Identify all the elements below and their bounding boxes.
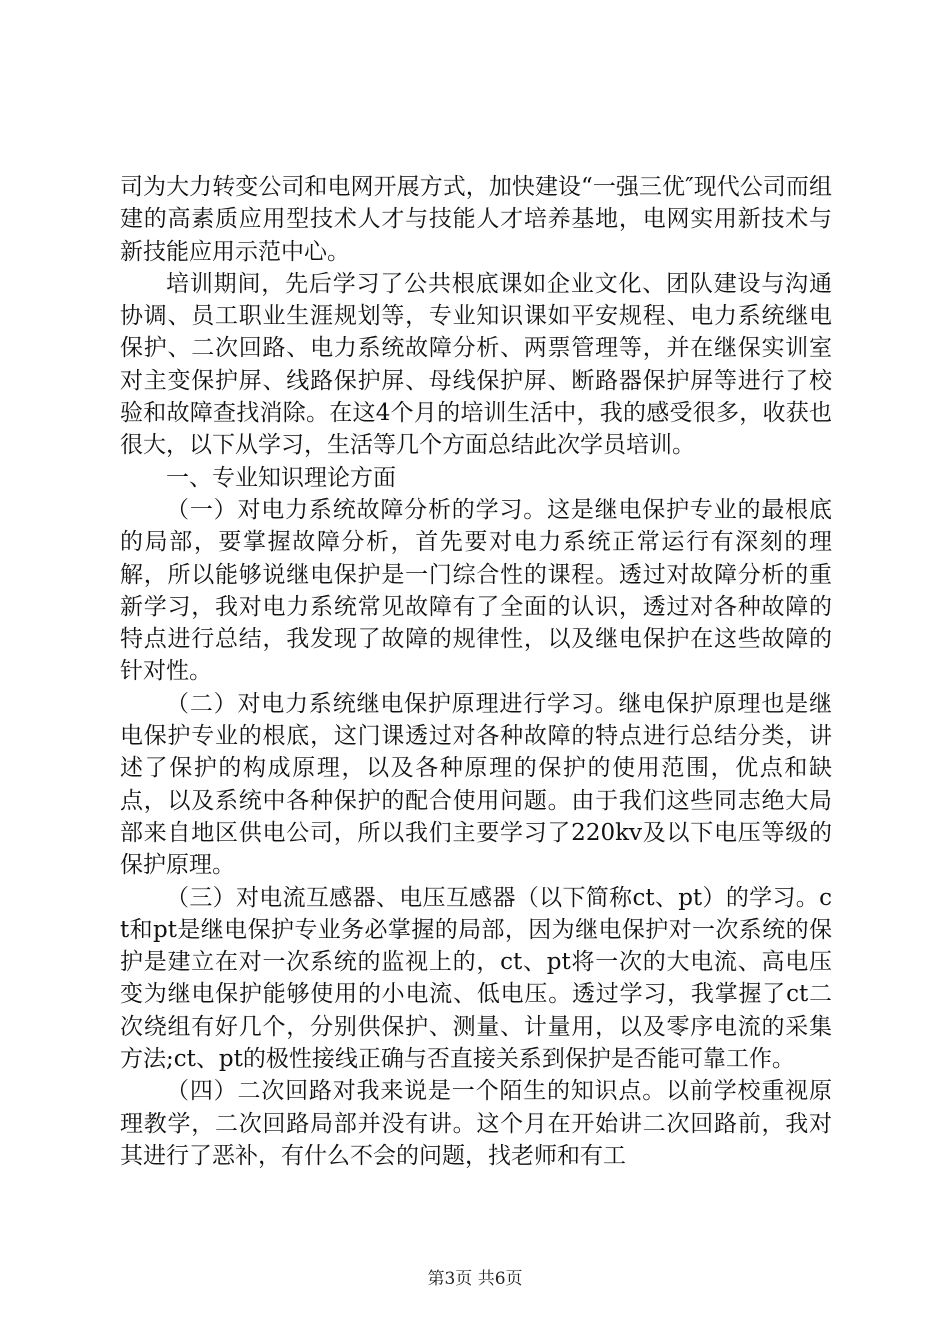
page-number-footer: 第3页 共6页 — [427, 1269, 523, 1289]
paragraph-secondary-circuit: （四）二次回路对我来说是一个陌生的知识点。以前学校重视原理教学，二次回路局部并没有讲。这个月在开始讲二次回路前，我对其进行了恶补，有什么不会的问题，找老师和有工 — [120, 1078, 832, 1169]
paragraph-fault-analysis: （一）对电力系统故障分析的学习。这是继电保护专业的最根底的局部，要掌握故障分析，首先要对电力系统正常运行有深刻的理解，所以能够说继电保护是一门综合性的课程。透过对故障分析的重新学习，我对电力系统常见故障有了全面的认识，透过对各种故障的特点进行总结，我发现了故障的规律性，以及继电保护在这些故障的针对性。 — [120, 496, 832, 685]
document-body — [120, 171, 832, 1172]
paragraph-ct-pt: （三）对电流互感器、电压互感器（以下简称ct、pt）的学习。ct和pt是继电保护专业务必掌握的局部，因为继电保护对一次系统的保护是建立在对一次系统的监视上的，ct、pt将一次的大电流、高电压变为继电保护能够使用的小电流、低电压。透过学习，我掌握了ct二次绕组有好几个，分别供保护、测量、计量用，以及零序电流的采集方法;ct、pt的极性接线正确与否直接关系到保护是否能可靠工作。 — [120, 884, 832, 1073]
paragraph-training-overview: 培训期间，先后学习了公共根底课如企业文化、团队建设与沟通协调、员工职业生涯规划等，专业知识课如平安规程、电力系统继电保护、二次回路、电力系统故障分析、两票管理等，并在继保实训室对主变保护屏、线路保护屏、母线保护屏、断路器保护屏等进行了校验和故障查找消除。在这4个月的培训生活中，我的感受很多，收获也很大，以下从学习，生活等几个方面总结此次学员培训。 — [120, 270, 832, 459]
section-heading-professional-theory: 一、专业知识理论方面 — [166, 464, 396, 491]
paragraph-relay-protection-principle: （二）对电力系统继电保护原理进行学习。继电保护原理也是继电保护专业的根底，这门课透过对各种故障的特点进行总结分类，讲述了保护的构成原理，以及各种原理的保护的使用范围，优点和缺点，以及系统中各种保护的配合使用问题。由于我们这些同志绝大局部来自地区供电公司，所以我们主要学习了220kv及以下电压等级的保护原理。 — [120, 690, 832, 879]
paragraph-continuation: 司为大力转变公司和电网开展方式，加快建设“一强三优″现代公司而组建的高素质应用型技术人才与技能人才培养基地，电网实用新技术与新技能应用示范中心。 — [120, 174, 832, 265]
